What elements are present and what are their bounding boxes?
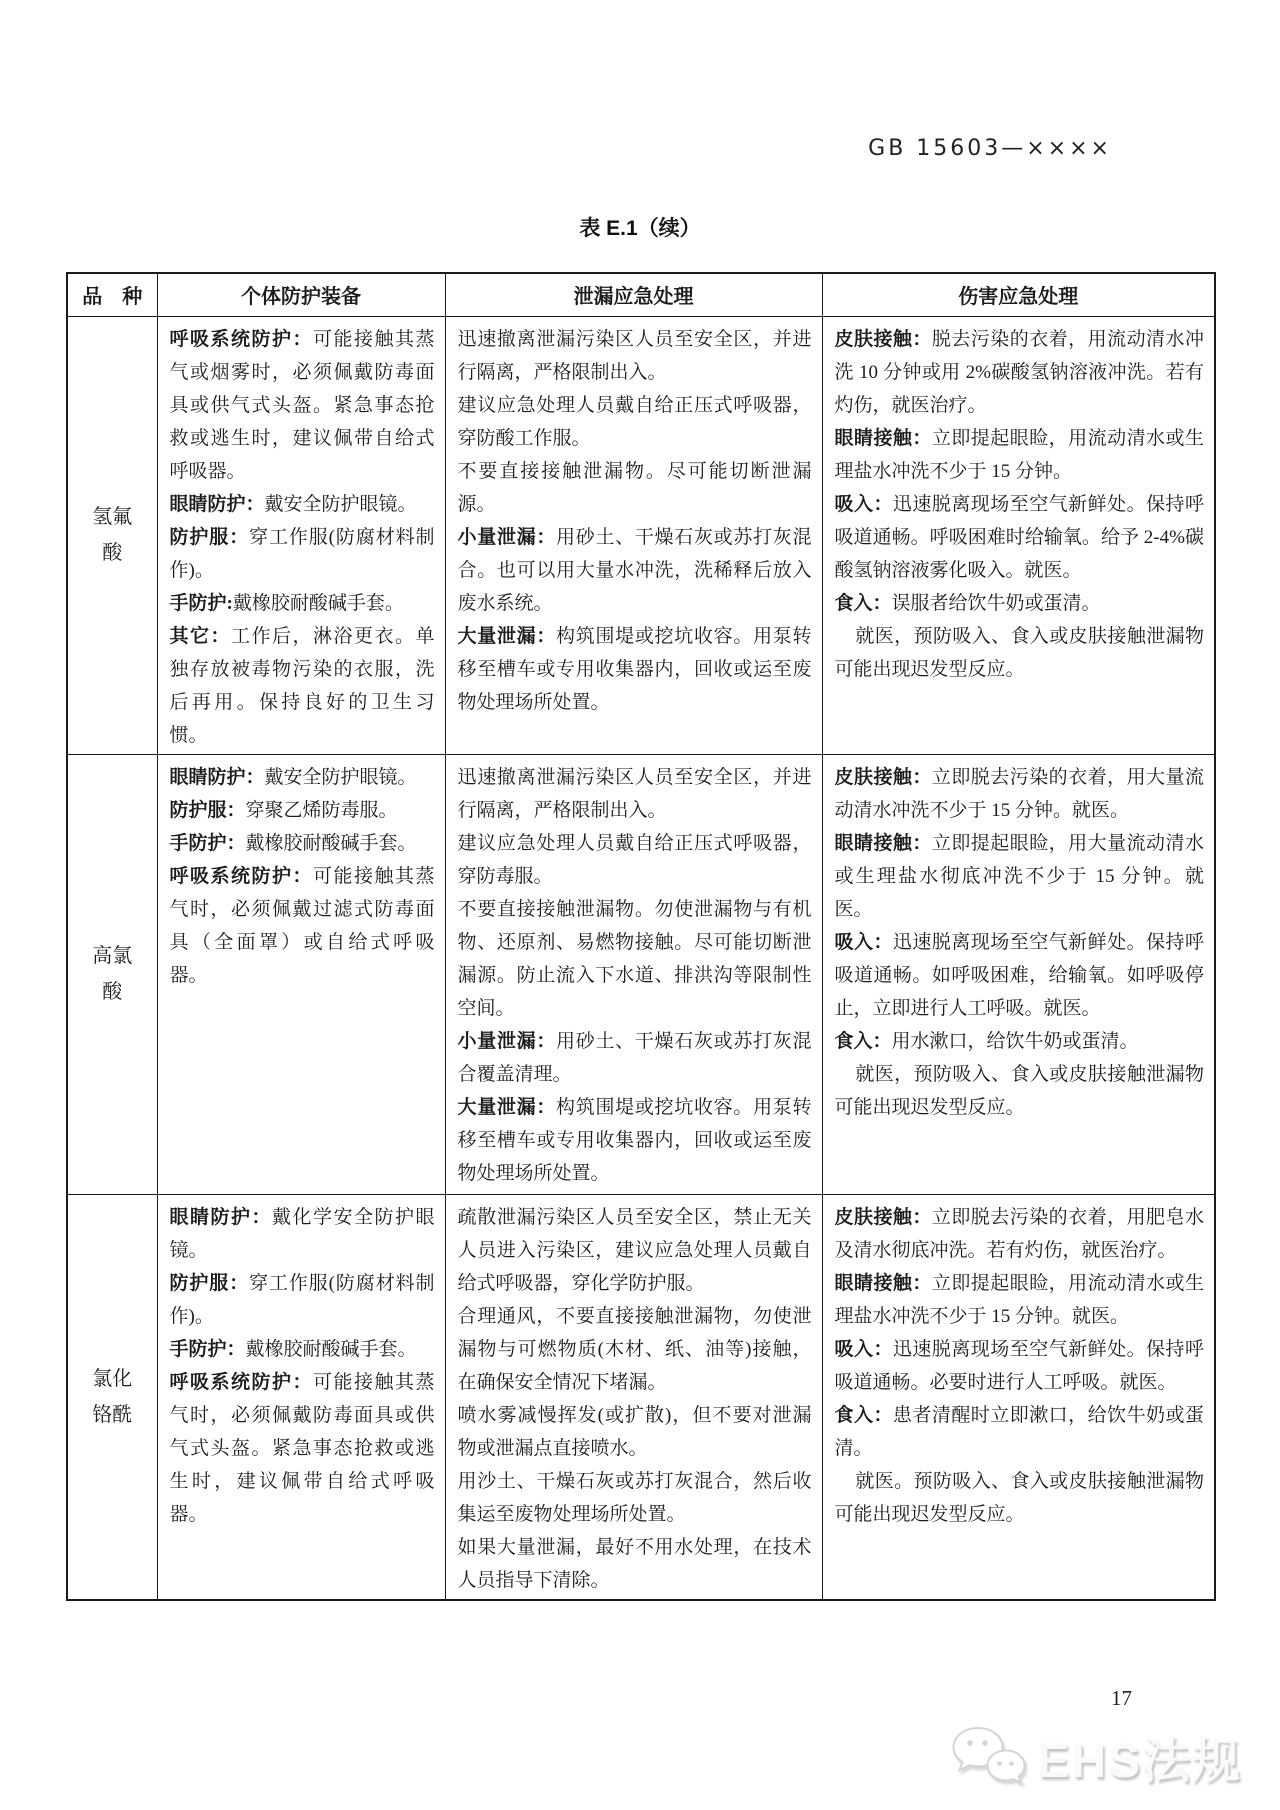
cell-paragraph: 手防护：戴橡胶耐酸碱手套。 xyxy=(169,1338,417,1360)
cell-paragraph: 疏散泄漏污染区人员至安全区，禁止无关人员进入污染区，建议应急处理人员戴自给式呼吸器，穿化学防护服。 xyxy=(457,1206,812,1294)
paragraph-label: 手防护： xyxy=(169,832,246,854)
cell-paragraph: 大量泄漏：构筑围堤或挖坑收容。用泵转移至槽车或专用收集器内，回收或运至废物处理场所处置。 xyxy=(457,1096,812,1184)
cell-paragraph: 眼睛接触：立即提起眼睑，用流动清水或生理盐水冲洗不少于 15 分钟。就医。 xyxy=(834,1272,1204,1327)
cell-paragraph: 防护服：穿工作服(防腐材料制作)。 xyxy=(169,526,435,581)
cell-paragraph: 如果大量泄漏，最好不用水处理，在技术人员指导下清除。 xyxy=(457,1536,812,1591)
paragraph-label: 呼吸系统防护： xyxy=(169,865,313,887)
paragraph-label: 大量泄漏： xyxy=(457,625,557,647)
species-line: 氯化 xyxy=(92,1367,133,1390)
paragraph-label: 手防护: xyxy=(169,592,233,614)
paragraph-label: 小量泄漏： xyxy=(457,1030,557,1052)
paragraph-label: 吸入： xyxy=(834,931,893,953)
table-body xyxy=(67,316,1215,1600)
paragraph-label: 防护服： xyxy=(169,1272,250,1294)
cell-paragraph: 就医。预防吸入、食入或皮肤接触泄漏物可能出现迟发型反应。 xyxy=(834,1470,1204,1525)
paragraph-label: 小量泄漏： xyxy=(457,526,557,548)
cell-paragraph: 吸入：迅速脱离现场至空气新鲜处。保持呼吸道通畅。必要时进行人工呼吸。就医。 xyxy=(834,1338,1204,1393)
paragraph-label: 皮肤接触： xyxy=(834,328,932,350)
cell-paragraph: 呼吸系统防护：可能接触其蒸气时，必须佩戴防毒面具或供气式头盔。紧急事态抢救或逃生时，建议佩带自给式呼吸器。 xyxy=(169,1371,435,1525)
paragraph-label: 眼睛防护： xyxy=(169,766,265,788)
injury-cell xyxy=(822,754,1215,1194)
cell-paragraph: 眼睛接触：立即提起眼睑，用大量流动清水或生理盐水彻底冲洗不少于 15 分钟。就医。 xyxy=(834,832,1204,920)
paragraph-label: 眼睛接触： xyxy=(834,427,932,449)
cell-paragraph: 手防护：戴橡胶耐酸碱手套。 xyxy=(169,832,417,854)
cell-paragraph: 就医，预防吸入、食入或皮肤接触泄漏物可能出现迟发型反应。 xyxy=(834,625,1204,680)
paragraph-label: 食入： xyxy=(834,1404,893,1426)
cell-paragraph: 呼吸系统防护：可能接触其蒸气或烟雾时，必须佩戴防毒面具或供气式头盔。紧急事态抢救或逃生时，建议佩带自给式呼吸器。 xyxy=(169,328,435,482)
paragraph-label: 食入： xyxy=(834,1030,892,1052)
table-row xyxy=(67,1194,1215,1600)
paragraph-label: 手防护： xyxy=(169,1338,246,1360)
species-line: 高氯 xyxy=(92,945,133,967)
table-row xyxy=(67,316,1215,754)
cell-paragraph: 皮肤接触：立即脱去污染的衣着，用肥皂水及清水彻底冲洗。若有灼伤，就医治疗。 xyxy=(834,1206,1204,1261)
cell-paragraph: 就医，预防吸入、食入或皮肤接触泄漏物可能出现迟发型反应。 xyxy=(834,1063,1204,1118)
cell-paragraph: 迅速撤离泄漏污染区人员至安全区，并进行隔离，严格限制出入。 xyxy=(457,328,812,383)
paragraph-label: 食入： xyxy=(834,592,892,614)
species-cell xyxy=(67,754,157,1194)
page-number: 17 xyxy=(1111,1686,1132,1710)
cell-paragraph: 眼睛接触：立即提起眼睑，用流动清水或生理盐水冲洗不少于 15 分钟。 xyxy=(834,427,1204,482)
species-line: 酸 xyxy=(102,981,123,1003)
table-header-row xyxy=(67,273,1215,316)
col-header-ppe: 个体防护装备 xyxy=(157,273,445,316)
cell-paragraph: 手防护:戴橡胶耐酸碱手套。 xyxy=(169,592,404,614)
cell-paragraph: 皮肤接触：立即脱去污染的衣着，用大量流动清水冲洗不少于 15 分钟。就医。 xyxy=(834,766,1204,821)
table-title: 表 E.1（续） xyxy=(579,217,701,240)
col-header-leak: 泄漏应急处理 xyxy=(445,273,822,316)
injury-cell xyxy=(822,1194,1215,1600)
cell-paragraph: 建议应急处理人员戴自给正压式呼吸器，穿防毒服。 xyxy=(457,832,812,887)
cell-paragraph: 小量泄漏：用砂土、干燥石灰或苏打灰混合覆盖清理。 xyxy=(457,1030,812,1085)
paragraph-label: 皮肤接触： xyxy=(834,1206,932,1228)
ppe-cell xyxy=(157,754,445,1194)
paragraph-label: 皮肤接触： xyxy=(834,766,932,788)
paragraph-label: 其它： xyxy=(169,625,231,647)
cell-paragraph: 皮肤接触：脱去污染的衣着，用流动清水冲洗 10 分钟或用 2%碳酸氢钠溶液冲洗。若有灼伤，就医治疗。 xyxy=(834,328,1204,416)
paragraph-label: 防护服： xyxy=(169,799,246,821)
cell-paragraph: 不要直接接触泄漏物。尽可能切断泄漏源。 xyxy=(457,460,812,515)
hazard-table xyxy=(66,272,1216,1601)
cell-paragraph: 建议应急处理人员戴自给正压式呼吸器，穿防酸工作服。 xyxy=(457,394,812,449)
paragraph-label: 吸入： xyxy=(834,493,893,515)
watermark-text: EHS法规 xyxy=(1037,1735,1242,1788)
species-line: 氢氟 xyxy=(92,506,133,528)
cell-paragraph: 食入：用水漱口，给饮牛奶或蛋清。 xyxy=(834,1030,1139,1052)
cell-paragraph: 眼睛防护：戴安全防护眼镜。 xyxy=(169,493,417,515)
cell-paragraph: 吸入：迅速脱离现场至空气新鲜处。保持呼吸道通畅。呼吸困难时给输氧。给予 2-4%碳酸氢钠溶液雾化吸入。就医。 xyxy=(834,493,1204,581)
cell-paragraph: 食入：误服者给饮牛奶或蛋清。 xyxy=(834,592,1101,614)
ppe-cell xyxy=(157,1194,445,1600)
paragraph-label: 吸入： xyxy=(834,1338,893,1360)
cell-paragraph: 眼睛防护：戴化学安全防护眼镜。 xyxy=(169,1206,435,1261)
cell-paragraph: 其它：工作后，淋浴更衣。单独存放被毒物污染的衣服，洗后再用。保持良好的卫生习惯。 xyxy=(169,625,435,746)
paragraph-label: 防护服： xyxy=(169,526,250,548)
leak-cell xyxy=(445,1194,822,1600)
cell-paragraph: 呼吸系统防护：可能接触其蒸气时，必须佩戴过滤式防毒面具（全面罩）或自给式呼吸器。 xyxy=(169,865,435,986)
wechat-icon xyxy=(951,1725,1027,1789)
ppe-cell xyxy=(157,316,445,754)
paragraph-label: 眼睛防护： xyxy=(169,493,265,515)
col-header-species: 品 种 xyxy=(67,273,157,316)
cell-paragraph: 吸入：迅速脱离现场至空气新鲜处。保持呼吸道通畅。如呼吸困难，给输氧。如呼吸停止，立即进行人工呼吸。就医。 xyxy=(834,931,1204,1019)
cell-paragraph: 防护服：穿聚乙烯防毒服。 xyxy=(169,799,398,821)
col-header-injury: 伤害应急处理 xyxy=(822,273,1215,316)
species-line: 酸 xyxy=(102,542,123,564)
paragraph-label: 眼睛接触： xyxy=(834,1272,932,1294)
cell-paragraph: 不要直接接触泄漏物。勿使泄漏物与有机物、还原剂、易燃物接触。尽可能切断泄漏源。防止流入下水道、排洪沟等限制性空间。 xyxy=(457,898,812,1019)
paragraph-label: 呼吸系统防护： xyxy=(169,1371,313,1393)
paragraph-label: 呼吸系统防护： xyxy=(169,328,313,350)
cell-paragraph: 食入：患者清醒时立即漱口，给饮牛奶或蛋清。 xyxy=(834,1404,1204,1459)
paragraph-label: 眼睛接触： xyxy=(834,832,932,854)
injury-cell xyxy=(822,316,1215,754)
watermark xyxy=(951,1722,1242,1791)
cell-paragraph: 喷水雾减慢挥发(或扩散)，但不要对泄漏物或泄漏点直接喷水。 xyxy=(457,1404,812,1459)
cell-paragraph: 迅速撤离泄漏污染区人员至安全区，并进行隔离，严格限制出入。 xyxy=(457,766,812,821)
leak-cell xyxy=(445,316,822,754)
cell-paragraph: 合理通风，不要直接接触泄漏物，勿使泄漏物与可燃物质(木材、纸、油等)接触，在确保安全情况下堵漏。 xyxy=(457,1305,812,1393)
paragraph-label: 眼睛防护： xyxy=(169,1206,272,1228)
cell-paragraph: 防护服：穿工作服(防腐材料制作)。 xyxy=(169,1272,435,1327)
cell-paragraph: 大量泄漏：构筑围堤或挖坑收容。用泵转移至槽车或专用收集器内，回收或运至废物处理场所处置。 xyxy=(457,625,812,713)
cell-paragraph: 用沙土、干燥石灰或苏打灰混合，然后收集运至废物处理场所处置。 xyxy=(457,1470,812,1525)
species-line: 铬酰 xyxy=(92,1403,133,1426)
paragraph-label: 大量泄漏： xyxy=(457,1096,557,1118)
leak-cell xyxy=(445,754,822,1194)
species-cell xyxy=(67,316,157,754)
table-row xyxy=(67,754,1215,1194)
cell-paragraph: 眼睛防护：戴安全防护眼镜。 xyxy=(169,766,417,788)
cell-paragraph: 小量泄漏：用砂土、干燥石灰或苏打灰混合。也可以用大量水冲洗，洗稀释后放入废水系统。 xyxy=(457,526,812,614)
species-cell xyxy=(67,1194,157,1600)
doc-code: GB 15603—×××× xyxy=(868,136,1112,161)
